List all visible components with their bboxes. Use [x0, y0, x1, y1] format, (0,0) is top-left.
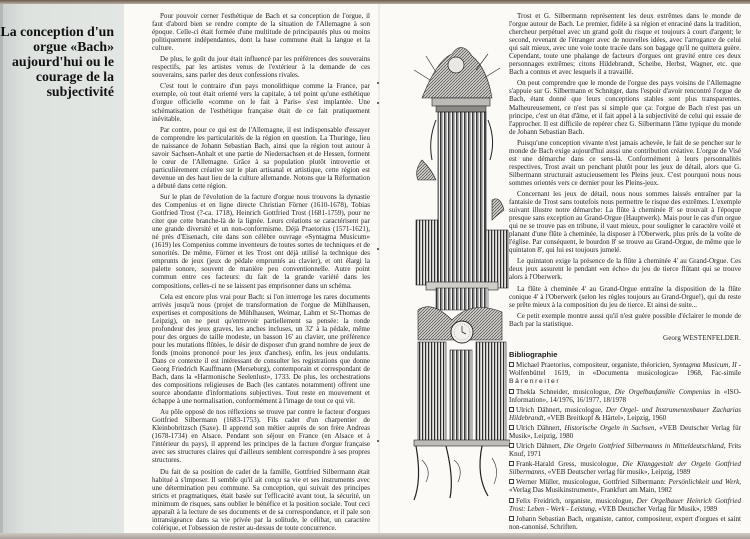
page-bottom-edge	[0, 533, 750, 539]
bibliography-item	[509, 515, 741, 531]
paragraph: Le quintaton exige la présence de la flûte à cheminée 4' au Grand-Orgue. Ces deux jeux assurent le pendant «en écho» du jeu de tierce flûtant qui se trouve alors à l'Oberwerk.	[509, 257, 741, 282]
bibliography-title: Persönlichkeit und Werk	[668, 478, 740, 487]
bibliography-pre: Ulrich Dähnert,	[516, 424, 565, 433]
bibliography-item	[509, 442, 741, 458]
central-pipe-tower	[431, 112, 493, 287]
paragraph: Trost et G. Silbermann représentent les deux extrêmes dans le monde de l'orgue autour de Bach. Le premier, fidèle à sa région et enraciné dans la tradition, chercheur perpétuel avec un grand goût du risque et toujours à court d'argent; le second, revenant de l'étranger avec de nouvelles idées, avec l'arrogance de celui qui sait mieux, avec une voie toute tracée dans son bagage qu'il ne quittera guère. Cependant, toute une phalange de facteurs d'orgues ont gravité entre ces deux personnages extrêmes; citons Hildebrandt, Scheibe, Herbst, Wagner, etc. que Bach a connus et avec lesquels il a travaillé.	[509, 12, 741, 77]
author-signature: Georg WESTENFELDER.	[663, 333, 741, 342]
clock-ornament	[418, 307, 502, 343]
paragraph: De plus, le goût du jour était influencé par les préférences des souverains respectifs, par les artistes venus de l'extérieur à la demande de ces souverains, sans parler des deux confessions rivales.	[152, 55, 370, 80]
checkbox-bullet-icon	[509, 425, 514, 430]
bibliography-pre: Ulrich Dähnert, musicologue,	[516, 406, 606, 415]
lower-organ-case	[414, 342, 510, 500]
crown-sculpture	[414, 47, 500, 112]
headline-line: courage de la	[35, 69, 114, 84]
bibliography-title: Syntagma Musicum, II	[672, 360, 737, 369]
margin-mark	[377, 82, 379, 84]
checkbox-bullet-icon	[509, 362, 514, 367]
bibliography-pre: Johann Sebastian Bach, organiste, cantor, compositeur, expert d'orgues et saint non-canonisé. Schriften.	[509, 514, 741, 531]
bibliography-pre: Ulrich Dähnert,	[516, 442, 564, 451]
headline-line: orgue «Bach»	[33, 39, 114, 54]
bibliography-post: , «VEB Deutscher verlag für musik», Leipzig, 1989	[544, 468, 691, 477]
margin-mark	[377, 440, 379, 442]
paragraph: C'est tout le contraire d'un pays monolithique comme la France, par exemple, où tout était orienté vers la capitale, à tel point qu'une esthétique d'orgue officielle «comme on le fait à Paris» s'est implantée. Une schématisation de l'esthétique française était de ce fait pratiquement inévitable.	[152, 82, 370, 123]
checkbox-bullet-icon	[509, 407, 514, 412]
paragraph: Ce petit exemple montre aussi qu'il n'est guère possible d'éclairer le monde de Bach par la statistique.	[509, 311, 741, 328]
checkbox-bullet-icon	[509, 479, 514, 484]
paragraph: Puisqu'une conception vivante n'est jamais achevée, le fait de se pencher sur le monde de Bach exige aujourd'hui aussi une contribution créative. L'orgue de Visé est une démarche dans ce sens-là. Conformément à leurs personnalités respectives, Trost avait un penchant plutôt pour les jeux de détail, alors que G. Silbermann structurait astucieusement les Pleins jeux. C'est pourquoi nous nous sommes orientés vers ce dernier pour les Pleins-jeux.	[509, 138, 741, 187]
bibliography-list	[509, 361, 741, 531]
bibliography-post: , «VEB Breitkopf & Härtel», Leipzig, 1960	[543, 414, 667, 423]
headline-line: aujourd'hui ou le	[12, 54, 114, 69]
title-panel	[0, 4, 124, 533]
margin-mark	[377, 248, 379, 250]
paragraph: Cela est encore plus vrai pour Bach: si l'on interroge les rares documents arrivés jusqu'à nous (projet de transformation de l'orgue de Mühlhausen, expertises et compositions de Mühlhausen, Weimar, Lahm et St-Thomas de Leipzig), on ne peut qu'entrevoir partiellement sa pensée: la ronde profondeur des jeux graves, les anches incluses, un 32' à la pédale, même pour des orgues de taille modeste, un basson 16' au clavier, une préférence pour les mutations flûtées, le désir de disposer d'un grand nombre de jeux de fonds (moins prononcé pour les jeux d'anches), enfin, les jeux ondulants. Dans ce contexte il est intéressant de consulter les registrations que donne Georg Friedrich Kauffmann (Merseburg), contemporain et correspondant de Bach, dans la «Harmonische Seelenlust», 1733. De plus, les orchestrations des compositions religieuses de Bach (les cantates notamment) offrent une source abondante d'informations subjectives. Tout reste en mouvement et échappe à une normalisation, conformément à l'image de tout ce qui vit.	[152, 292, 370, 406]
bibliography-title: Die Orgelbaufamilie Compenius	[614, 387, 711, 396]
checkbox-bullet-icon	[509, 389, 514, 394]
bibliography-pre: Frank-Harald Gress, musicologue,	[516, 460, 623, 469]
bibliography-title: Der Orgel- und Instrumentenbauer Zacharias Hildebrandt	[509, 406, 741, 423]
bibliography-item	[509, 478, 741, 494]
bibliography-pre: Michael Praetorius, compositeur, organiste, théoricien,	[516, 360, 673, 369]
article-headline	[0, 24, 114, 99]
bibliography-title: Die Orgeln Gottfried Silbermanns in Mitteldeutschland	[563, 442, 724, 451]
bibliography-extra: Bärenreiter	[509, 377, 561, 385]
bibliography-post: , «VEB Deutscher Verlag für Musik», Leipzig, 1980	[509, 424, 742, 441]
bibliography-pre: Werner Müller, musicologue, Gottfried Silbermann:	[516, 478, 669, 487]
bibliography-item	[509, 460, 741, 476]
bibliography-pre: Felix Freidrich, organiste, musicologue,	[516, 496, 637, 505]
organ-engraving-illustration	[392, 20, 510, 520]
bibliography-heading: Bibliographie	[509, 349, 558, 359]
paragraph: Du fait de sa position de cadet de la famille, Gottfried Silbermann était habitué à s'imposer. Il semble qu'il ait conçu sa vie et ses instruments avec une détermination peu commune. Sa conception, qui suivait des principes stricts et pragmatiques, était basée sur l'efficacité avant tout, la sécurité, un minimum de risques, sans oublier le bénéfice et la position sociale. Tout ceci apparaît à la lecture de ses documents et de sa correspondance, et il pale son intransigeance dans sa vie privée par la solitude, le célibat, un caractère colérique, et l'obsession de rester au-dessus de toute concurrence.	[152, 467, 370, 532]
paragraph: Pour pouvoir cerner l'esthétique de Bach et sa conception de l'orgue, il faut d'abord bien se rendre compte de la situation de l'Allemagne à son époque. Celle-ci était formée d'une multitude de principautés plus ou moins politiquement indépendantes, dont la base commune était la langue et la culture.	[152, 12, 370, 53]
bibliography-post: , «Verlag Das Musikinstrument», Frankfurt am Main, 1982	[509, 478, 741, 495]
bibliography-item	[509, 388, 741, 404]
paragraph: On peut comprendre que le monde de l'orgue des pays voisins de l'Allemagne s'appuie sur G. Silbermann et Schnitger, dans l'espoir d'avoir rencontré l'orgue de Bach, étant donné que leurs conceptions stables sont plus transparentes. Malheureusement, ce n'est pas si simple que ça: l'orgue de Bach n'est pas un principe, c'est un état d'âme, et il fait appel à la subjectivité de celui qui essaie de l'approcher. Il est difficile de repérer chez G. Silbermann l'âme typique du monde de Johann Sebastian Bach.	[509, 79, 741, 136]
margin-mark	[377, 102, 379, 104]
bibliography-item	[509, 497, 741, 513]
bibliography-title: Historische Orgeln in Sachsen	[564, 424, 655, 433]
paragraph: Par contre, pour ce qui est de l'Allemagne, il est indispensable d'essayer de comprendre les particularités de la région en question. La Thuringe, lieu de naissance de Johann Sebastian Bach, ainsi que la région tout autour à savoir Sachsen-Anhalt et une partie de Niedersachsen et de Hessen, forment le cœur de l'Allemagne. Grâce à sa population plutôt introvertie et particulièrement créative sur le plan artisanal et artistique, cette région est devenue un des haut lieu de la culture allemande. Notons que la Réformation a débuté dans cette région.	[152, 125, 370, 190]
bibliography-title: Der Orgelbauer Heinrich Gottfried Trost: Leben - Werk - Leistung	[509, 496, 741, 513]
checkbox-bullet-icon	[509, 498, 514, 503]
bibliography-item	[509, 361, 741, 386]
paragraph: La flûte à cheminée 4' au Grand-Orgue entraîne la disposition de la flûte conique 4' à l'Oberwerk (selon les règles toujours au Grand-Orgue!), qui du reste se prête mieux à la composition du jeu de tierce. Et ainsi de suite...	[509, 284, 741, 309]
checkbox-bullet-icon	[509, 461, 514, 466]
headline-line: subjectivité	[46, 84, 114, 99]
checkbox-bullet-icon	[509, 443, 514, 448]
paragraph: Sur le plan de l'évolution de la facture d'orgue nous trouvons la dynastie des Compenius et en ligne directe Christian Förner (1610-1678), Tobias Gottfried Trost (?-ca. 1718), Heinrich Gottfried Trost (1681-1759), pour ne citer que cette branche-là de la lignée. Leurs créations se caractérisent par une grande diversité et un non-conformisme. Déjà Praetorius (1571-1621), né près d'Eisenach, cite dans son célèbre ouvrage «Syntagma Musicum» (1619) les Compenius comme inventeurs de toutes sortes de techniques et de sonorités. De même, Förner et les Trost ont déjà utilisé la technique des emprunts de jeux (jeux de pédale empruntés au clavier), et ont élargi la palette sonore, souvent de manière peu conventionnelle. Autre point commun entre ces facteurs: du fait de la grande variété dans les compositions, celles-ci ne se laissent pas emprisonner dans un schéma.	[152, 192, 370, 290]
bibliography-post: - Wolfenbüttel 1619, in «Documenta musicologica» 1968, Fac-simile	[509, 360, 741, 377]
article-column-1	[152, 12, 370, 535]
bibliography-post: , «VEB Deutscher Verlag für Musik», 1989	[594, 504, 718, 513]
bibliography-item	[509, 424, 741, 440]
bibliography-post: in «ISO-Information», 14/1976, 16/1977, 18/1978	[509, 387, 742, 405]
bibliography-post: , Frits Knuf, 1971	[509, 442, 742, 459]
bibliography-pre: Thekla Schneider, musicologue,	[516, 387, 615, 396]
article-column-2	[509, 12, 741, 533]
paragraph: Concernant les jeux de détail, nous nous sommes laissés entraîner par la fantaisie de Trost sans toutefois nous permettre le risque des extrêmes. L'exemple suivant illustre notre démarche: La flûte à cheminée 8' se trouvait à l'époque presque sans exception au Grand-Orgue (Hauptwerk). Mais pour le cas d'un orgue qui ne se trouve pas en tribune, il vaut mieux, pour souligner le caractère voilé et planant d'une flûte à cheminée, la disposer à l'Oberwerk, plus près de la voûte de l'église. Par conséquent, le bourdon 8' se trouve au Grand-Orgue, de même que le quintaton 8', qui lui est toujours jumelé.	[509, 189, 741, 255]
bibliography-title: Die Klanggestalt der Orgeln Gottfried Silbermanns	[509, 460, 741, 477]
paragraph: Au pôle opposé de nos réflexions se trouve par contre le facteur d'orgues Gottfried Silbermann (1683-1753). Fils cadet d'un charpentier de Kleinbobritzsch (Saxe). Il apprend son métier auprès de son frère Andreas (1678-1734) en Alsace. Pendant son séjour en France (en Alsace et à l'intérieur du pays), il apprend les principes de la facture d'orgue française avec ses structures claires qui d'ailleurs semblent correspondre à ses propres structures.	[152, 408, 370, 465]
bibliography-item	[509, 406, 741, 422]
headline-line: La conception d'un	[0, 24, 114, 39]
checkbox-bullet-icon	[509, 516, 514, 521]
